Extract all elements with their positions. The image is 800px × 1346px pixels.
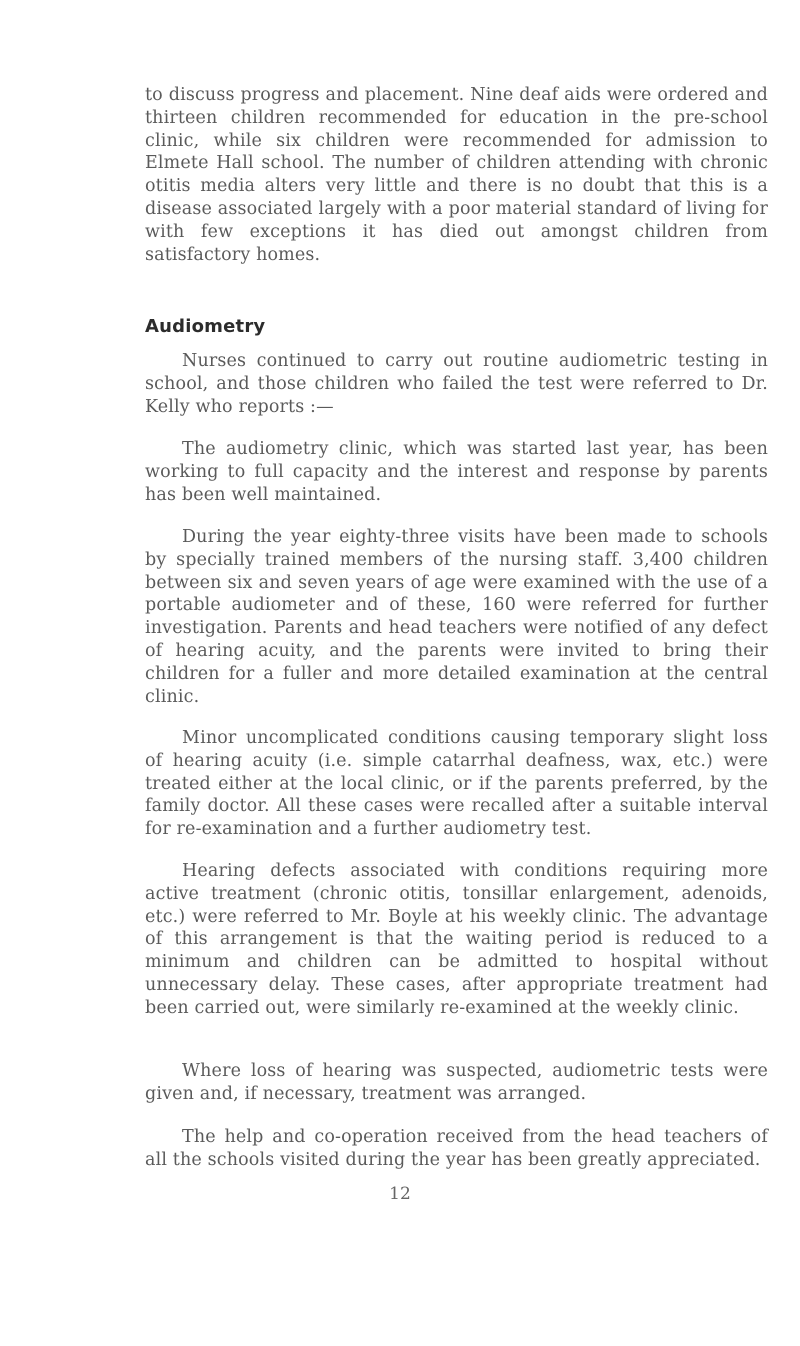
page-number: 12 — [389, 1184, 411, 1204]
intro-paragraph: to discuss progress and placement. Nine deaf aids were ordered and thirteen children recommended for education in the pre-school clinic, while six children were recommended for admission to Elmete Hall school. The number of children attending with chronic otitis media alters very little and there is no doubt that this is a disease associated largely with a poor material standard of living for with few exceptions it has died out amongst children from satisfactory homes. — [145, 85, 768, 265]
paragraph-audiometry-clinic: The audiometry clinic, which was started last year, has been working to full capacity and the interest and response by parents has been well maintained. — [145, 439, 768, 505]
paragraph-suspected-loss: Where loss of hearing was suspected, audiometric tests were given and, if necessary, treatment was arranged. — [145, 1061, 768, 1104]
paragraph-hearing-defects: Hearing defects associated with conditions requiring more active treatment (chronic otitis, tonsillar enlargement, adenoids, etc.) were referred to Mr. Boyle at his weekly clinic. The advantage of this arrangement is that the waiting period is reduced to a minimum and children can be admitted to hospital without unnecessary delay. These cases, after appropriate treatment had been carried out, were similarly re-examined at the weekly clinic. — [145, 861, 768, 1018]
paragraph-nurses-testing: Nurses continued to carry out routine audiometric testing in school, and those children who failed the test were referred to Dr. Kelly who reports :— — [145, 351, 768, 417]
section-heading: Audiometry — [145, 316, 266, 337]
paragraph-acknowledgement: The help and co-operation received from the head teachers of all the schools visited during the year has been greatly appreciated. — [145, 1127, 768, 1170]
paragraph-minor-conditions: Minor uncomplicated conditions causing temporary slight loss of hearing acuity (i.e. simple catarrhal deafness, wax, etc.) were treated either at the local clinic, or if the parents preferred, by the family doctor. All these cases were recalled after a suitable interval for re-examination and a further audiometry test. — [145, 728, 768, 840]
paragraph-school-visits: During the year eighty-three visits have been made to schools by specially trained members of the nursing staff. 3,400 children between six and seven years of age were examined with the use of a portable audiometer and of these, 160 were referred for further investigation. Parents and head teachers were notified of any defect of hearing acuity, and the parents were invited to bring their children for a fuller and more detailed examination at the central clinic. — [145, 527, 768, 707]
